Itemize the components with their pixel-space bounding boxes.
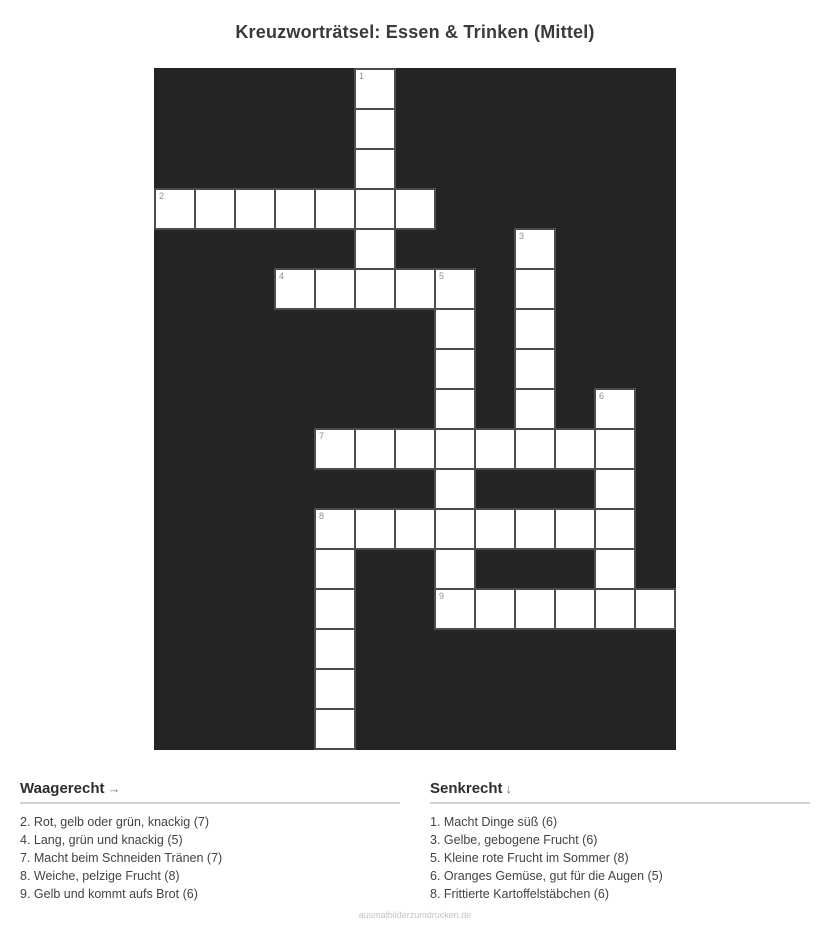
grid-cell[interactable]: [594, 508, 636, 550]
grid-cell[interactable]: [154, 188, 196, 230]
down-clues: [430, 780, 810, 903]
grid-cell[interactable]: [194, 188, 236, 230]
grid-cell[interactable]: [514, 228, 556, 270]
grid-cell[interactable]: [354, 228, 396, 270]
cell-number: 7: [319, 431, 325, 441]
cell-number: 6: [599, 391, 605, 401]
grid-cell[interactable]: [554, 428, 596, 470]
grid-cell[interactable]: [314, 588, 356, 630]
grid-cell[interactable]: [514, 308, 556, 350]
grid-cell[interactable]: [554, 588, 596, 630]
grid-cell[interactable]: [434, 268, 476, 310]
grid-cell[interactable]: [434, 508, 476, 550]
grid-cell[interactable]: [314, 668, 356, 710]
clue-item: 6. Oranges Gemüse, gut für die Augen (5): [430, 869, 663, 883]
across-clues: [20, 780, 400, 903]
grid-cell[interactable]: [594, 588, 636, 630]
grid-cell[interactable]: [394, 508, 436, 550]
grid-cell[interactable]: [434, 348, 476, 390]
clue-item: 5. Kleine rote Frucht im Sommer (8): [430, 851, 629, 865]
grid-cell[interactable]: [514, 508, 556, 550]
footer-credit: ausmalbilderzumdrucken.de: [358, 910, 472, 920]
clue-item: 3. Gelbe, gebogene Frucht (6): [430, 833, 598, 847]
cell-number: 9: [439, 591, 445, 601]
grid-cell[interactable]: [434, 548, 476, 590]
clue-item: 7. Macht beim Schneiden Tränen (7): [20, 851, 223, 865]
grid-cell[interactable]: [514, 388, 556, 430]
clue-item: 2. Rot, gelb oder grün, knackig (7): [20, 815, 209, 829]
grid-cell[interactable]: [394, 428, 436, 470]
grid-cell[interactable]: [354, 148, 396, 190]
grid-cell[interactable]: [514, 348, 556, 390]
grid-cell[interactable]: [474, 508, 516, 550]
grid-cell[interactable]: [474, 428, 516, 470]
grid-cell[interactable]: [354, 108, 396, 150]
clue-item: 8. Weiche, pelzige Frucht (8): [20, 869, 180, 883]
grid-cell[interactable]: [354, 268, 396, 310]
cell-number: 8: [319, 511, 325, 521]
across-heading-label: Waagerecht: [20, 780, 105, 797]
grid-cell[interactable]: [274, 188, 316, 230]
cell-number: 2: [159, 191, 165, 201]
grid-cell[interactable]: [354, 68, 396, 110]
grid-cell[interactable]: [634, 588, 676, 630]
grid-cell[interactable]: [314, 708, 356, 750]
grid-cell[interactable]: [514, 268, 556, 310]
grid-cell[interactable]: [354, 188, 396, 230]
cell-number: 4: [279, 271, 285, 281]
grid-cell[interactable]: [594, 548, 636, 590]
down-heading: [430, 780, 810, 804]
grid-cell[interactable]: [594, 428, 636, 470]
grid-cell[interactable]: [314, 428, 356, 470]
cell-number: 1: [359, 71, 365, 81]
grid-cell[interactable]: [554, 508, 596, 550]
grid-cell[interactable]: [314, 188, 356, 230]
grid-cell[interactable]: [234, 188, 276, 230]
cell-number: 3: [519, 231, 525, 241]
grid-cell[interactable]: [354, 428, 396, 470]
clue-item: 9. Gelb und kommt aufs Brot (6): [20, 887, 198, 901]
clues-section: [20, 780, 810, 903]
grid-cell[interactable]: [434, 588, 476, 630]
grid-cell[interactable]: [394, 188, 436, 230]
down-arrow-icon: ↓: [505, 781, 513, 796]
grid-cell[interactable]: [594, 388, 636, 430]
clue-item: 1. Macht Dinge süß (6): [430, 815, 558, 829]
across-heading: [20, 780, 400, 804]
grid-cell[interactable]: [274, 268, 316, 310]
grid-cell[interactable]: [514, 428, 556, 470]
grid-cell[interactable]: [474, 588, 516, 630]
grid-cell[interactable]: [514, 588, 556, 630]
grid-cell[interactable]: [354, 508, 396, 550]
cell-number: 5: [439, 271, 445, 281]
grid-cell[interactable]: [434, 428, 476, 470]
grid-cell[interactable]: [314, 268, 356, 310]
clue-item: 8. Frittierte Kartoffelstäbchen (6): [430, 887, 610, 901]
down-heading-label: Senkrecht: [430, 780, 503, 797]
down-clue-list: [430, 813, 810, 903]
grid-cell[interactable]: [314, 628, 356, 670]
grid-cell[interactable]: [434, 388, 476, 430]
right-arrow-icon: →: [107, 781, 121, 796]
grid-cell[interactable]: [594, 468, 636, 510]
grid-cell[interactable]: [314, 548, 356, 590]
page-title: Kreuzworträtsel: Essen & Trinken (Mittel): [235, 22, 595, 42]
grid-cell[interactable]: [394, 268, 436, 310]
clue-item: 4. Lang, grün und knackig (5): [20, 833, 183, 847]
grid-cell[interactable]: [314, 508, 356, 550]
grid-cell[interactable]: [434, 308, 476, 350]
grid-cell[interactable]: [434, 468, 476, 510]
crossword-grid: [154, 68, 676, 750]
across-clue-list: [20, 813, 400, 903]
